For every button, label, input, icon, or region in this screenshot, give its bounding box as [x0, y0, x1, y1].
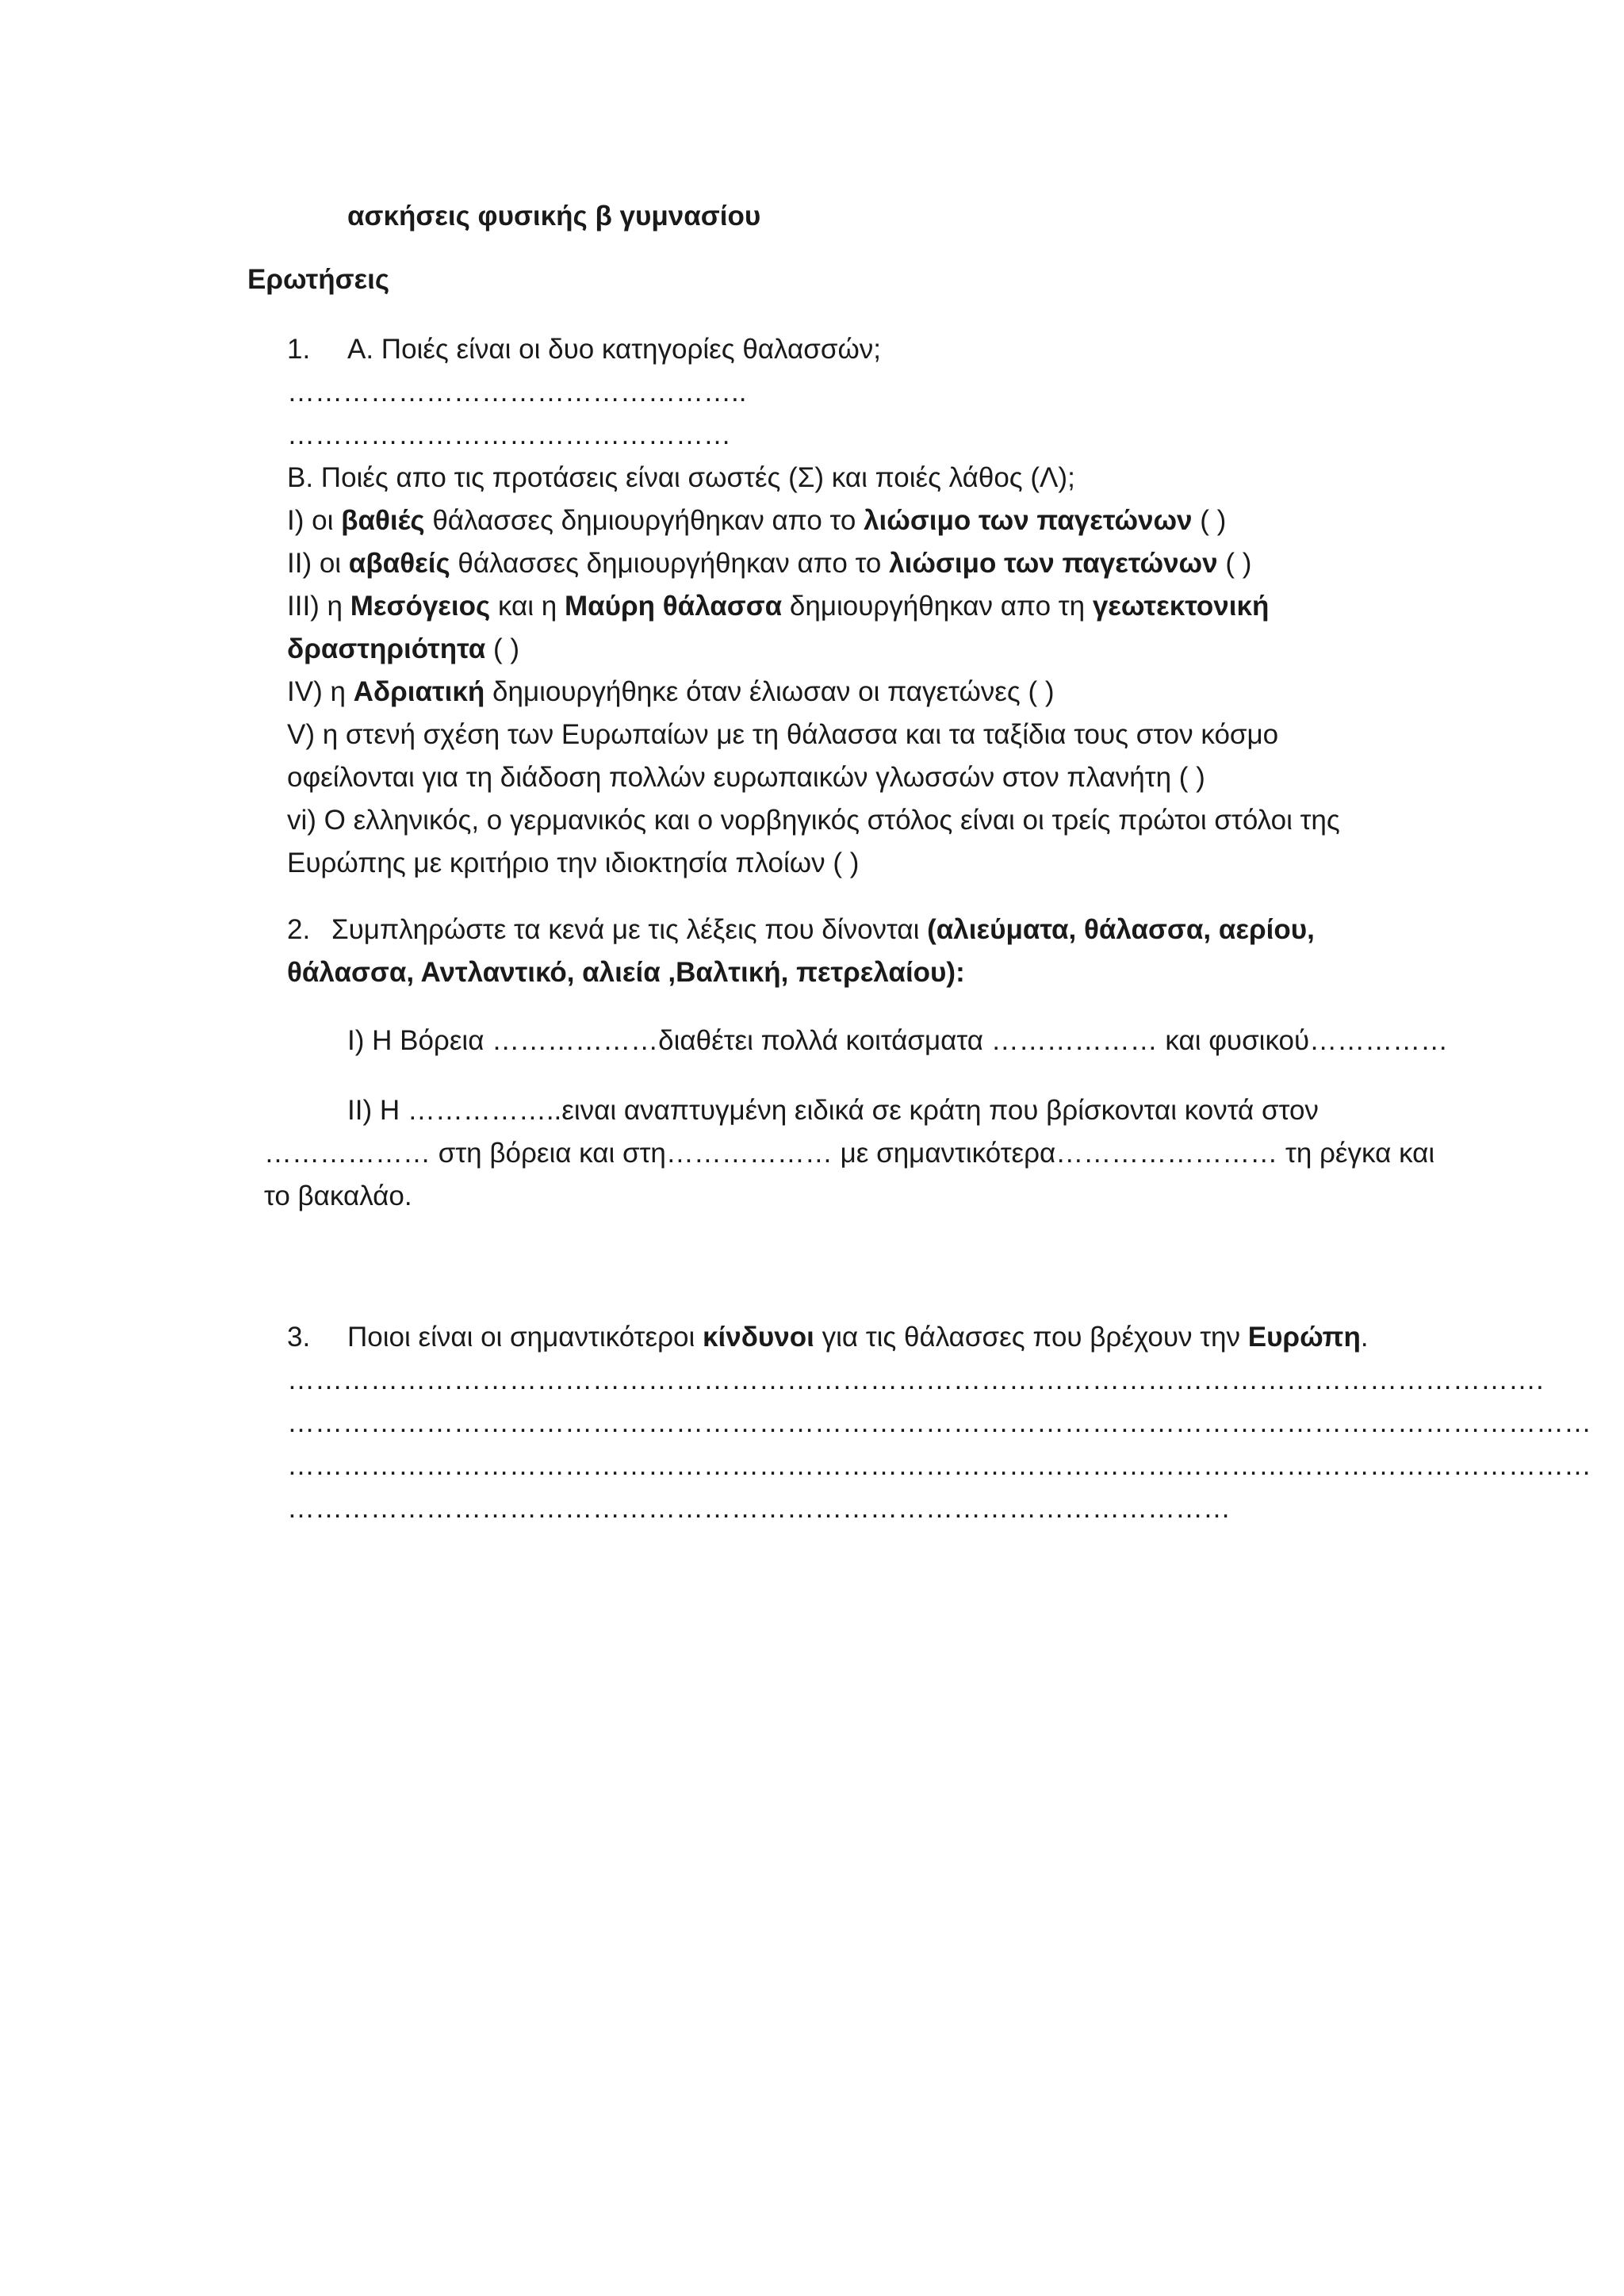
question-1-a-text: Α. Ποιές είναι οι δυο κατηγορίες θαλασσών;: [347, 334, 881, 365]
statement-text: θάλασσες δημιουργήθηκαν απο το: [450, 548, 890, 579]
question-3-text: .: [1360, 1322, 1369, 1353]
statement-bold: λιώσιμο των παγετώνων: [889, 548, 1218, 579]
statement-text: και η: [490, 591, 565, 622]
statement-3-continued: [287, 631, 519, 668]
question-2-number: 2.: [287, 914, 311, 945]
statement-bold: βαθιές: [341, 505, 425, 536]
question-3-bold: Ευρώπη: [1247, 1322, 1361, 1353]
fill-in-sentence-2-continued: ……………… στη βόρεια και στη……………… με σημαντικότερα…………………… τη ρέγκα και: [264, 1138, 1435, 1169]
answer-dots-line: ……………………………………………………………………………………………………………………….: [287, 1364, 1544, 1395]
statement-bold: Αδριατική: [353, 676, 485, 707]
statement-text: ΙΙ) οι: [287, 548, 349, 579]
statement-text: δημιουργήθηκε όταν έλιωσαν οι παγετώνες ( ): [485, 676, 1055, 707]
answer-dots-line: ……………………………………………………………………………………………………………………………: [287, 1450, 1591, 1481]
question-3-number: 3.: [287, 1322, 311, 1353]
statement-6-continued: Ευρώπης με κριτήριο την ιδιοκτησία πλοίων ( ): [287, 848, 860, 878]
word-list-continued: θάλασσα, Αντλαντικό, αλιεία ,Βαλτική, πετρελαίου):: [287, 957, 965, 988]
statement-text: δημιουργήθηκαν απο τη: [782, 591, 1093, 622]
statement-bold: αβαθείς: [348, 548, 450, 579]
fill-in-sentence-1: Ι) Η Βόρεια ………………διαθέτει πολλά κοιτάσματα ……………… και φυσικού……………: [347, 1025, 1449, 1056]
answer-dots-line: …………………………………………………………………………………………: [287, 1493, 1231, 1524]
question-3: [287, 1319, 1369, 1356]
statement-6: vi) Ο ελληνικός, ο γερμανικός και ο νορβηγικός στόλος είναι οι τρείς πρώτοι στόλοι της: [287, 805, 1340, 836]
answer-bracket: ( ): [1217, 548, 1252, 579]
question-1-part-b: Β. Ποιές απο τις προτάσεις είναι σωστές (Σ) και ποιές λάθος (Λ);: [287, 462, 1075, 493]
fill-in-sentence-2: ΙΙ) Η ……………..ειναι αναπτυγμένη ειδικά σε κράτη που βρίσκονται κοντά στον: [347, 1095, 1319, 1126]
section-heading: Ερωτήσεις: [247, 264, 390, 295]
question-2-text: Συμπληρώστε τα κενά με τις λέξεις που δίνονται: [331, 914, 928, 945]
statement-bold: λιώσιμο των παγετώνων: [864, 505, 1193, 536]
question-1-number: 1.: [287, 334, 311, 365]
document-title: ασκήσεις φυσικής β γυμνασίου: [347, 201, 761, 232]
statement-bold: γεωτεκτονική: [1092, 591, 1270, 622]
statement-3: [287, 588, 1269, 625]
statement-bold: Μεσόγειος: [350, 591, 491, 622]
statement-2: [287, 545, 1251, 582]
answer-dots-line: …………………………………………..: [287, 377, 747, 408]
statement-bold: Μαύρη θάλασσα: [564, 591, 783, 622]
question-3-text: Ποιοι είναι οι σημαντικότεροι: [347, 1322, 703, 1353]
question-3-bold: κίνδυνοι: [702, 1322, 814, 1353]
statement-text: θάλασσες δημιουργήθηκαν απο το: [424, 505, 864, 536]
answer-bracket: ( ): [1192, 505, 1227, 536]
statement-1: [287, 503, 1226, 539]
statement-5: V) η στενή σχέση των Ευρωπαίων με τη θάλασσα και τα ταξίδια τους στον κόσμο: [287, 719, 1279, 750]
question-3-text: για τις θάλασσες που βρέχουν την: [814, 1322, 1248, 1353]
statement-text: Ι) οι: [287, 505, 342, 536]
fill-in-sentence-2-end: το βακαλάο.: [264, 1181, 412, 1211]
statement-4: [287, 674, 1055, 710]
answer-dots-line: ……………………………………………………………………………………………………………………………: [287, 1407, 1591, 1438]
question-1-part-a: [287, 331, 881, 368]
statement-5-continued: οφείλονται για τη διάδοση πολλών ευρωπαικών γλωσσών στον πλανήτη ( ): [287, 762, 1205, 793]
question-2-intro: [287, 912, 1315, 948]
statement-text: ΙΙΙ) η: [287, 591, 350, 622]
statement-text: ΙV) η: [287, 676, 354, 707]
answer-dots-line: …………………………………………: [287, 419, 731, 450]
word-list: (αλιεύματα, θάλασσα, αερίου,: [927, 914, 1315, 945]
answer-bracket: ( ): [485, 633, 520, 664]
statement-bold: δραστηριότητα: [287, 633, 486, 664]
